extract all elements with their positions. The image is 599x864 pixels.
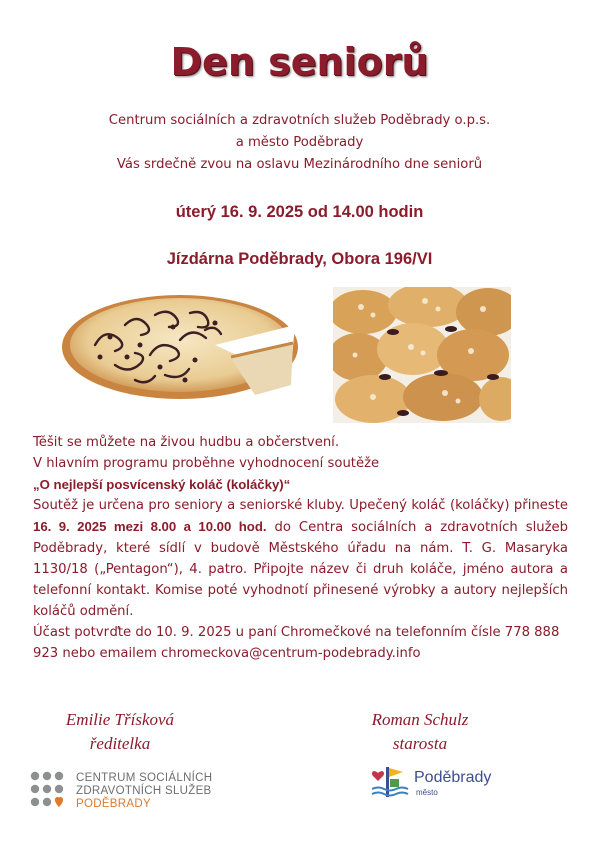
podebrady-logo-icon — [370, 765, 410, 801]
centrum-logo-line1: CENTRUM SOCIÁLNÍCH — [76, 772, 213, 784]
director-role: ředitelka — [89, 734, 151, 753]
body-line-music: Těšit se můžete na živou hudbu a občerstvení. — [33, 435, 340, 450]
centrum-logo — [30, 771, 250, 811]
pie-photo — [55, 285, 305, 415]
signature-mayor — [345, 708, 495, 756]
centrum-logo-dots-icon — [30, 771, 70, 809]
contest-delivery-time: 16. 9. 2025 mezi 8.00 a 10.00 hod. — [33, 519, 267, 534]
pastries-photo — [333, 287, 511, 423]
body-line-program: V hlavním programu proběhne vyhodnocení soutěže — [33, 456, 380, 471]
podebrady-logo-name: Poděbrady — [414, 769, 492, 786]
mayor-name: Roman Schulz — [371, 710, 469, 729]
contest-details-end: do Centra sociálních a zdravotních služeb Poděbrady, které sídlí v budově Městského úřadu na nám. T. G. Masaryka 1130/18 („Pentagon“), 4. patro. Připojte název či druh koláče, jméno autora a telefonní kontakt. Komise poté vyhodnotí přinesené výrobky a autory nejlepších koláčů odmění. — [33, 520, 569, 619]
body-text — [33, 432, 568, 664]
contest-title: „O nejlepší posvícenský koláč (koláčky)“ — [33, 477, 291, 492]
centrum-logo-line2: ZDRAVOTNÍCH SLUŽEB — [76, 785, 212, 797]
podebrady-logo — [370, 765, 510, 805]
contest-details-start: Soutěž je určena pro seniory a seniorské kluby. Upečený koláč (koláčky) přineste — [33, 498, 568, 513]
intro-block — [0, 110, 599, 176]
centrum-logo-line3: PODĚBRADY — [76, 798, 151, 810]
event-date: úterý 16. 9. 2025 od 14.00 hodin — [175, 203, 424, 221]
intro-line-city: a město Poděbrady — [235, 135, 364, 150]
rsvp-text: Účast potvrďte do 10. 9. 2025 u paní Chromečkové na telefonním čísle 778 888 923 nebo emailem chromeckova@centrum-podebrady.info — [33, 625, 560, 661]
intro-line-organizer: Centrum sociálních a zdravotních služeb Poděbrady o.p.s. — [108, 113, 491, 128]
signature-director — [30, 708, 210, 756]
director-name: Emilie Třísková — [65, 710, 175, 729]
contest-details — [33, 495, 568, 622]
page-title: Den seniorů — [170, 40, 429, 84]
mayor-role: starosta — [392, 734, 448, 753]
event-place: Jízdárna Poděbrady, Obora 196/VI — [166, 250, 433, 268]
podebrady-logo-sub: město — [416, 788, 438, 797]
intro-line-invitation: Vás srdečně zvou na oslavu Mezinárodního dne seniorů — [116, 157, 483, 172]
